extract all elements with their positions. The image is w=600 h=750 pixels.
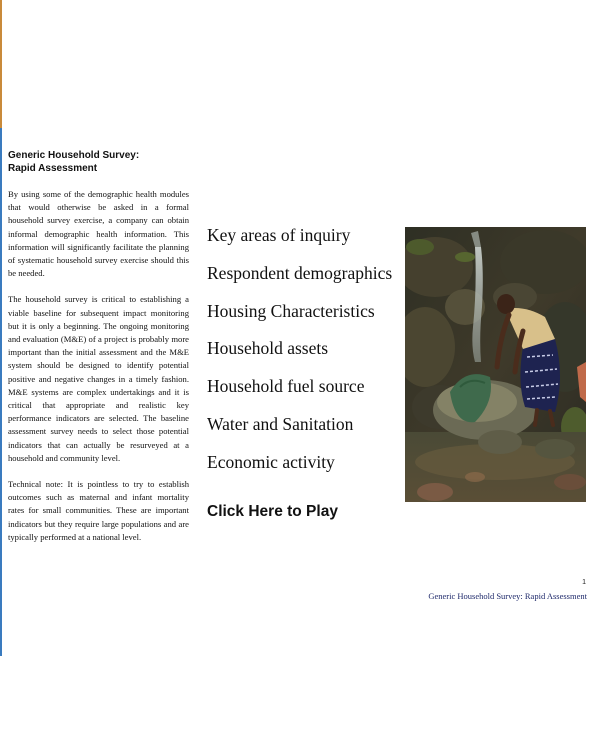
topic-household-assets[interactable]: Household assets bbox=[207, 338, 329, 359]
page-edge-accent bbox=[0, 128, 2, 656]
topic-economic-activity[interactable]: Economic activity bbox=[207, 451, 335, 472]
topic-respondent-demographics[interactable]: Respondent demographics bbox=[207, 262, 393, 283]
running-footer: Generic Household Survey: Rapid Assessment bbox=[428, 591, 587, 601]
play-button[interactable]: Click Here to Play bbox=[207, 503, 338, 520]
document-title-line1: Generic Household Survey: bbox=[8, 150, 140, 161]
topic-household-fuel-source[interactable]: Household fuel source bbox=[207, 376, 365, 397]
topics-menu bbox=[207, 222, 402, 487]
intro-column bbox=[8, 149, 189, 557]
document-title bbox=[8, 149, 189, 175]
topic-housing-characteristics[interactable]: Housing Characteristics bbox=[207, 300, 375, 321]
page-number: 1 bbox=[582, 579, 586, 586]
paragraph-intro: By using some of the demographic health modules that would otherwise be asked in a formal household survey exercise, a company can obtain informal demographic health information. This information will significantly facilitate the planning of systematic household survey exercise should this be needed. bbox=[8, 189, 189, 279]
paragraph-baseline: The household survey is critical to establishing a viable baseline for subsequent impact monitoring but it is only a beginning. The ongoing monitoring and evaluation (M&E) of a project is probably more important than the initial assessment and the M&E system should be designed to identify potential positive and negative changes in a timely fashion. M&E systems are complex undertakings and it is critical that appropriate and realistic key performance indicators are selected. The baseline assessment survey needs to select those potential indicators that can actually be resurveyed at a household and community level. bbox=[8, 294, 189, 463]
paragraph-technical-note: Technical note: It is pointless to try to establish outcomes such as maternal and infant mortality rates for small communities. These are important indicators but they require large populations and are typically performed at a national level. bbox=[8, 479, 189, 542]
document-title-line2: Rapid Assessment bbox=[8, 163, 98, 174]
topic-key-areas[interactable]: Key areas of inquiry bbox=[207, 225, 351, 245]
woman-at-water-source-photo bbox=[405, 227, 586, 502]
topic-water-sanitation[interactable]: Water and Sanitation bbox=[207, 413, 354, 434]
page-edge-accent-top bbox=[0, 0, 2, 128]
